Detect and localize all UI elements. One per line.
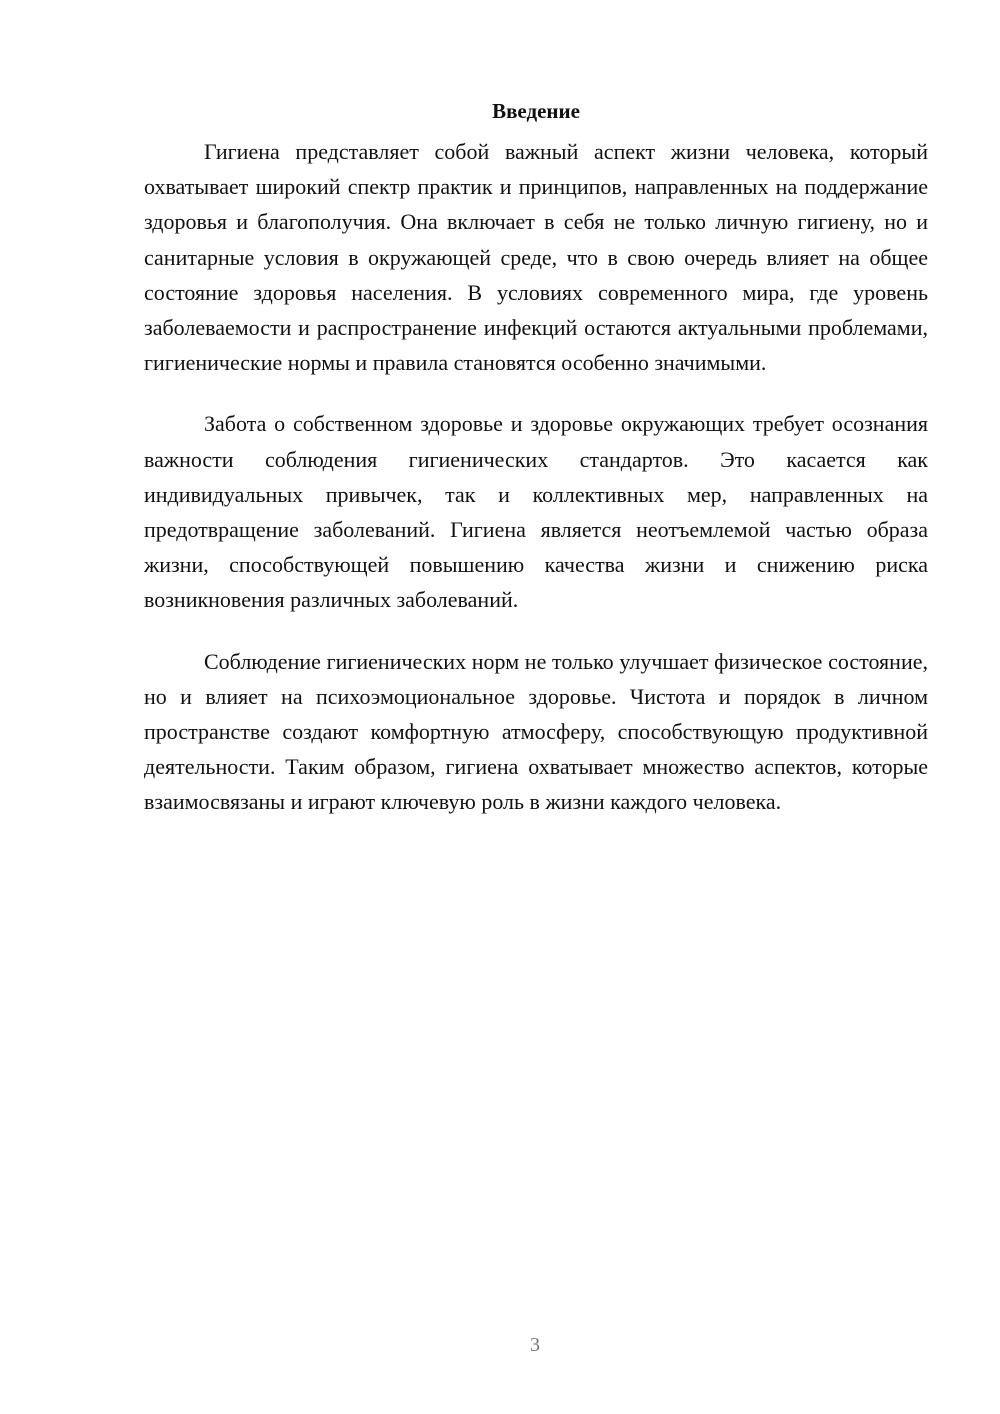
paragraph-1: Гигиена представляет собой важный аспект жизни человека, который охватывает широкий спектр практик и принципов, направленных на поддержание здоровья и благополучия. Она включает в себя не только личную гигиену, но и санитарные условия в окружающей среде, что в свою очередь влияет на общее состояние здоровья населения. В условиях современного мира, где уровень заболеваемости и распространение инфекций остаются актуальными проблемами, гигиенические нормы и правила становятся особенно значимыми.	[144, 139, 928, 376]
paragraph-2: Забота о собственном здоровье и здоровье окружающих требует осознания важности соблюдения гигиенических стандартов. Это касается как индивидуальных привычек, так и коллективных мер, направленных на предотвращение заболеваний. Гигиена является неотъемлемой частью образа жизни, способствующей повышению качества жизни и снижению риска возникновения различных заболеваний.	[144, 411, 928, 613]
section-heading: Введение	[492, 99, 580, 123]
page-content	[144, 96, 928, 846]
page-number: 3	[530, 1334, 540, 1356]
paragraph-3: Соблюдение гигиенических норм не только улучшает физическое состояние, но и влияет на психоэмоциональное здоровье. Чистота и порядок в личном пространстве создают комфортную атмосферу, способствующую продуктивной деятельности. Таким образом, гигиена охватывает множество аспектов, которые взаимосвязаны и играют ключевую роль в жизни каждого человека.	[144, 648, 928, 815]
